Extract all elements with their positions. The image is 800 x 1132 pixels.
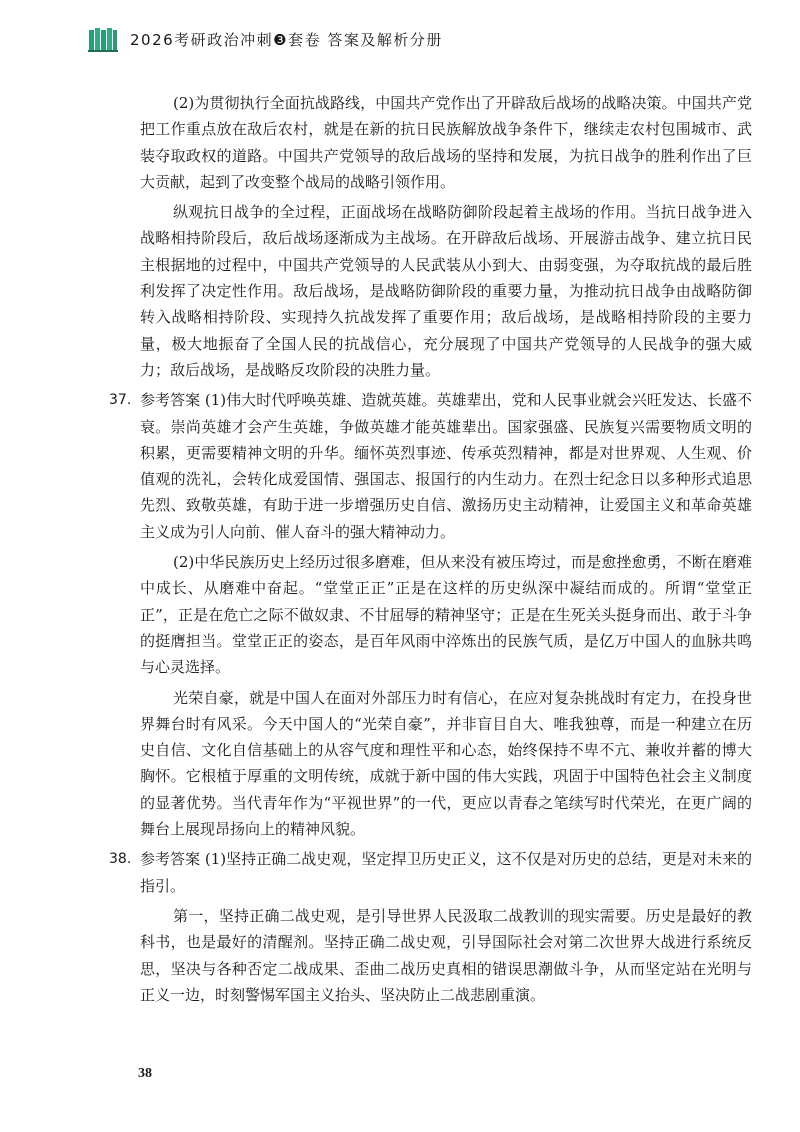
page-header	[88, 22, 728, 56]
answer-content	[109, 90, 752, 1008]
book-icon	[88, 26, 118, 52]
question-answer-38: 38. 参考答案 (1)坚持正确二战史观，坚定捍卫历史正义，这不仅是对历史的总结，更是对未来的指引。	[140, 846, 752, 899]
question-number: 38.	[109, 851, 132, 868]
question-number: 37.	[109, 392, 132, 409]
paragraph: 纵观抗日战争的全过程，正面战场在战略防御阶段起着主战场的作用。当抗日战争进入战略相持阶段后，敌后战场逐渐成为主战场。在开辟敌后战场、开展游击战争、建立抗日民主根据地的过程中，中国共产党领导的人民武装从小到大、由弱变强，为夺取抗战的最后胜利发挥了决定性作用。敌后战场，是战略防御阶段的重要力量，为推动抗日战争由战略防御转入战略相持阶段、实现持久抗战发挥了重要作用；敌后战场，是战略相持阶段的主要力量，极大地振奋了全国人民的抗战信心，充分展现了中国共产党领导的人民战争的强大威力；敌后战场，是战略反攻阶段的决胜力量。	[140, 203, 752, 379]
paragraph: (2)中华民族历史上经历过很多磨难，但从来没有被压垮过，而是愈挫愈勇，不断在磨难中成长、从磨难中奋起。“堂堂正正”正是在这样的历史纵深中凝结而成的。所谓“堂堂正正”，正是在危亡之际不做奴隶、不甘屈辱的精神坚守；正是在生死关头挺身而出、敢于斗争的挺膺担当。堂堂正正的姿态，是百年风雨中淬炼出的民族气质，是亿万中国人的血脉共鸣与心灵选择。	[140, 553, 752, 677]
header-title: 2026考研政治冲刺❸套卷 答案及解析分册	[130, 30, 443, 49]
paragraph: 光荣自豪，就是中国人在面对外部压力时有信心，在应对复杂挑战时有定力，在投身世界舞台时有风采。今天中国人的“光荣自豪”，并非盲目自大、唯我独尊，而是一种建立在历史自信、文化自信基础上的从容气度和理性平和心态，始终保持不卑不亢、兼收并蓄的博大胸怀。它根植于厚重的文明传统，成就于新中国的伟大实践，巩固于中国特色社会主义制度的显著优势。当代青年作为“平视世界”的一代，更应以青春之笔续写时代荣光，在更广阔的舞台上展现昂扬向上的精神风貌。	[140, 688, 752, 839]
paragraph: (2)为贯彻执行全面抗战路线，中国共产党作出了开辟敌后战场的战略决策。中国共产党把工作重点放在敌后农村，就是在新的抗日民族解放战争条件下，继续走农村包围城市、武装夺取政权的道路。中国共产党领导的敌后战场的坚持和发展，为抗日战争的胜利作出了巨大贡献，起到了改变整个战局的战略引领作用。	[140, 94, 752, 191]
page-number: 38	[138, 1066, 152, 1081]
question-answer-37: 37. 参考答案 (1)伟大时代呼唤英雄、造就英雄。英雄辈出，党和人民事业就会兴旺发达、长盛不衰。崇尚英雄才会产生英雄，争做英雄才能英雄辈出。国家强盛、民族复兴需要物质文明的积累，更需要精神文明的升华。缅怀英烈事迹、传承英烈精神，都是对世界观、人生观、价值观的洗礼，会转化成爱国情、强国志、报国行的内生动力。在烈士纪念日以多种形式追思先烈、致敬英雄，有助于进一步增强历史自信、激扬历史主动精神，让爱国主义和革命英雄主义成为引人向前、催人奋斗的强大精神动力。	[140, 387, 752, 545]
paragraph: 第一，坚持正确二战史观，是引导世界人民汲取二战教训的现实需要。历史是最好的教科书，也是最好的清醒剂。坚持正确二战史观，引导国际社会对第二次世界大战进行系统反思，坚决与各种否定二战成果、歪曲二战历史真相的错误思潮做斗争，从而坚定站在光明与正义一边，时刻警惕军国主义抬头、坚决防止二战悲剧重演。	[140, 906, 752, 1004]
